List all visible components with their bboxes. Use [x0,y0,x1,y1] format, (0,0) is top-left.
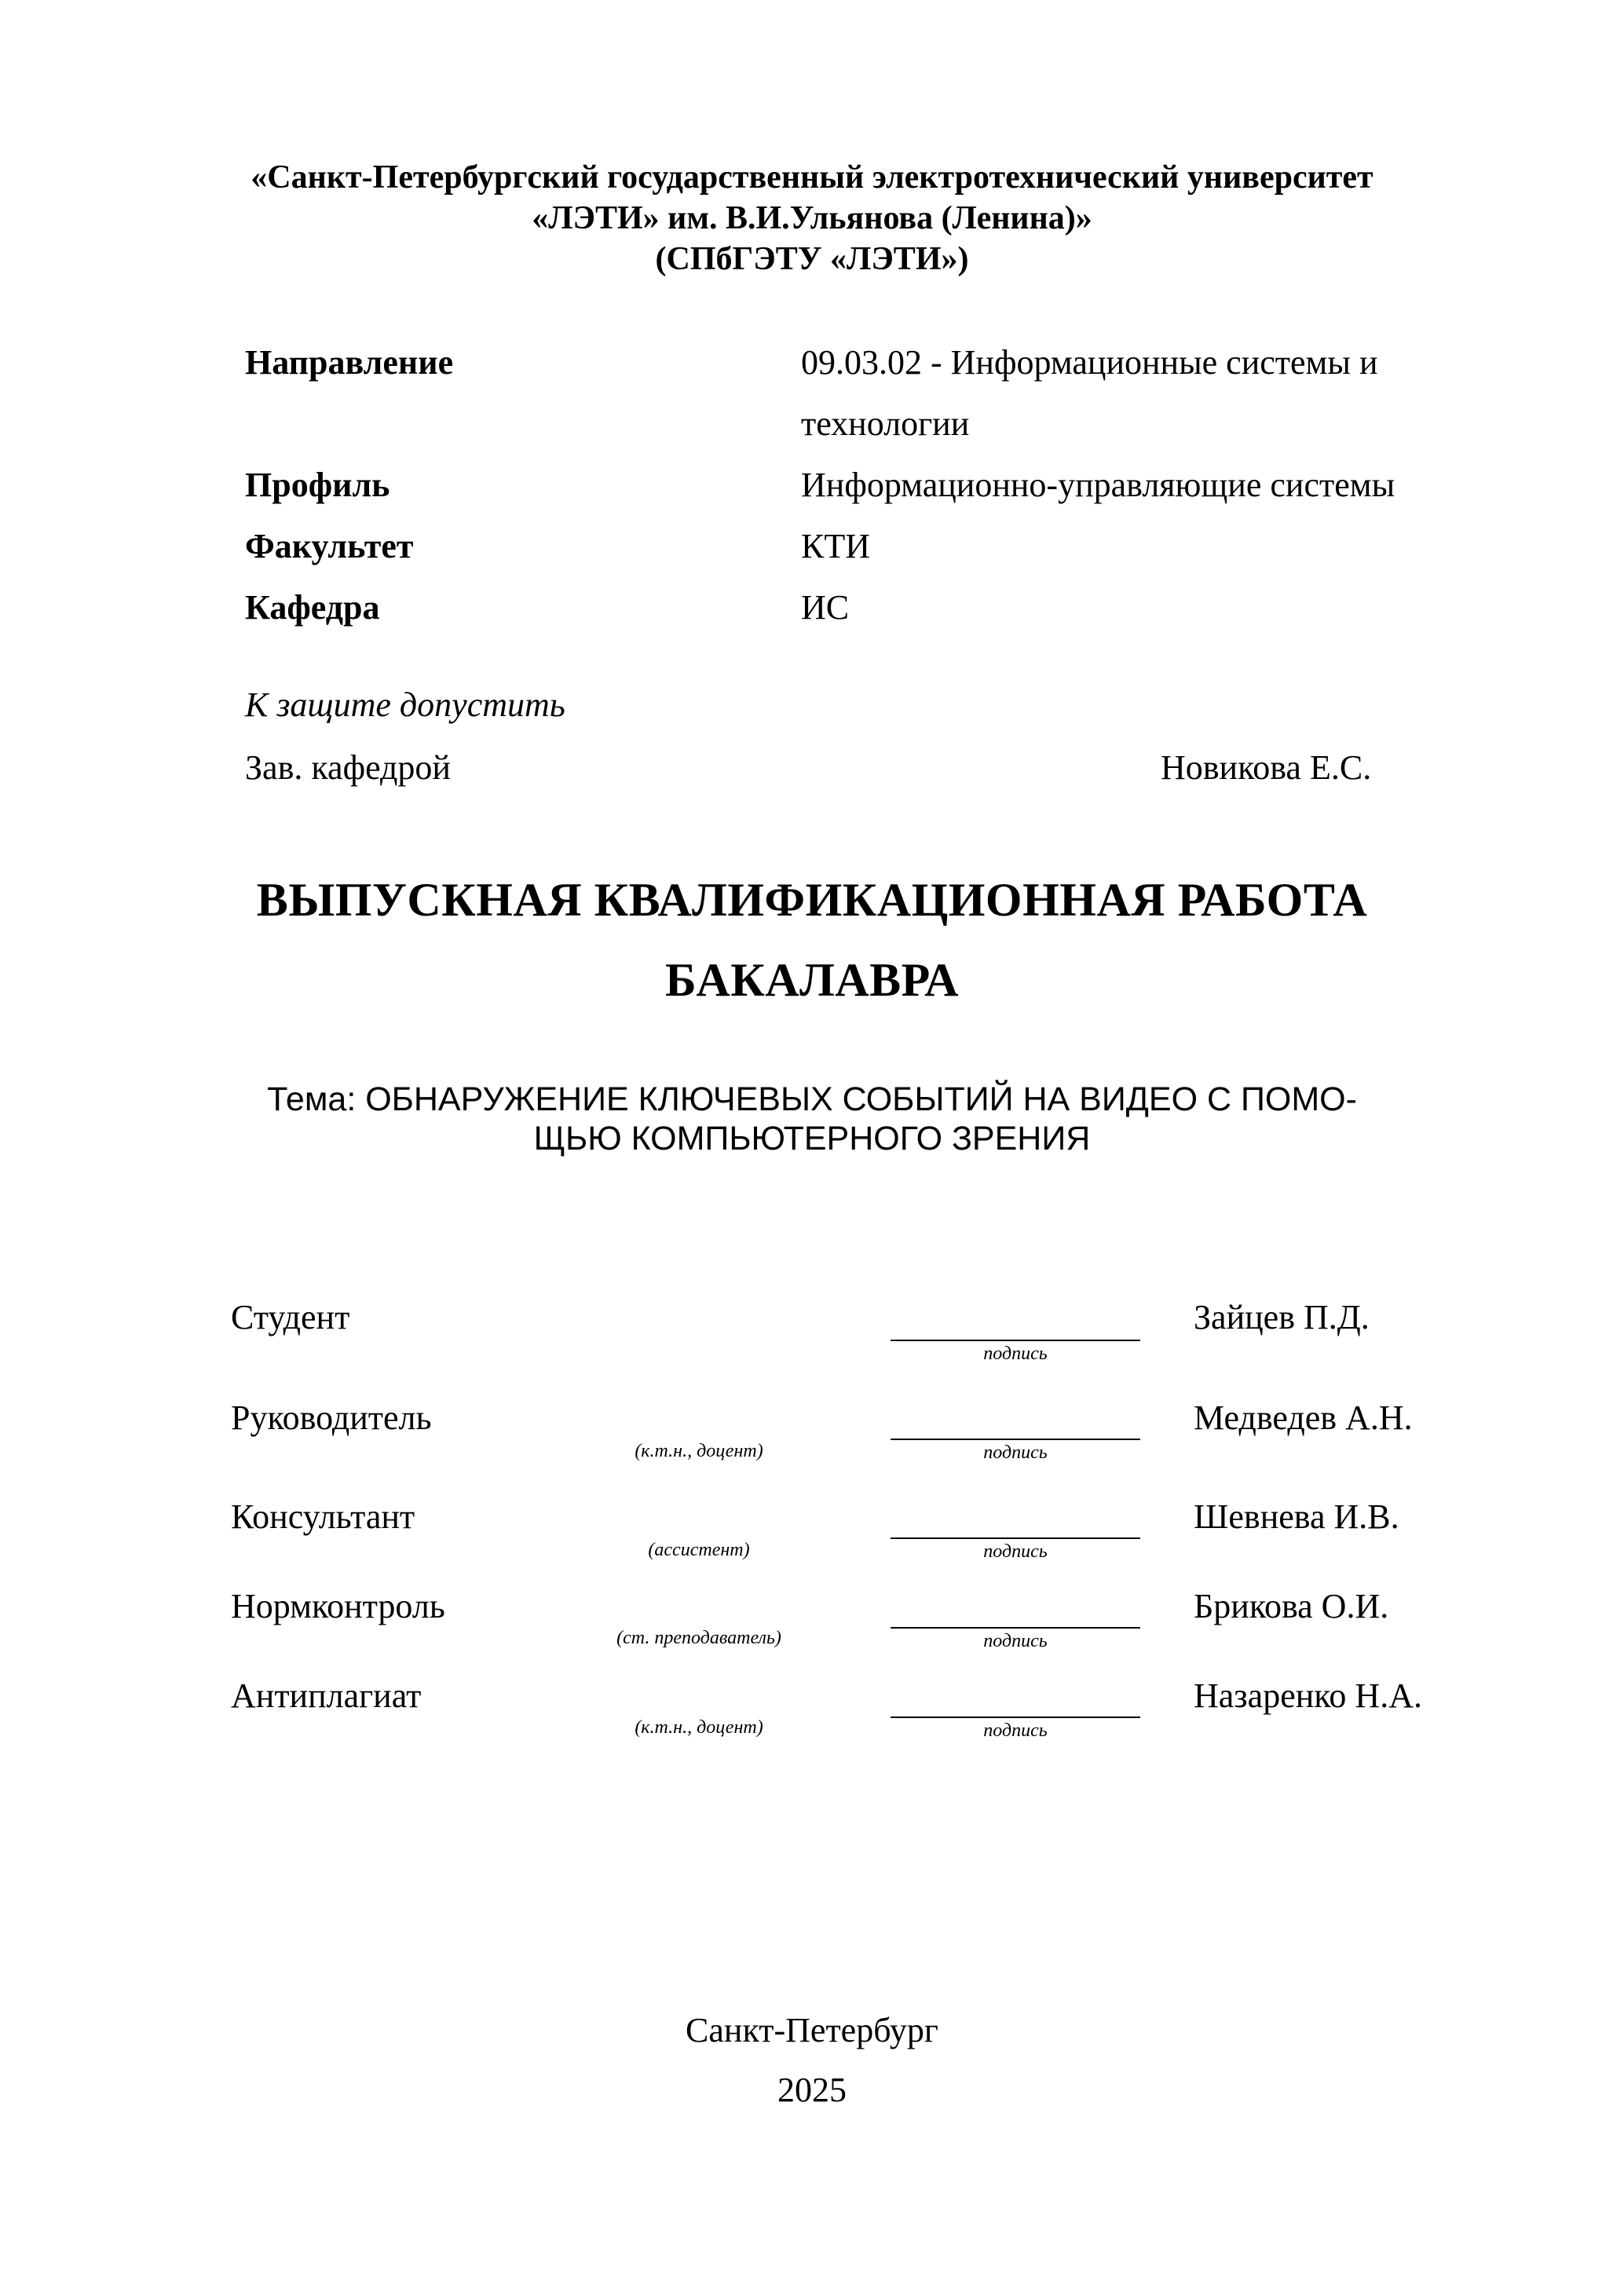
head-of-department-name: Новикова Е.С. [1161,748,1372,787]
signature-line-consultant [891,1537,1140,1539]
signature-line-student [891,1340,1140,1341]
city: Санкт-Петербург [686,2011,938,2049]
signature-name-student: Зайцев П.Д. [1194,1298,1370,1336]
university-name-line-1: «Санкт-Петербургский государственный электротехнический университет [251,159,1373,196]
signature-degree-supervisor: (к.т.н., доцент) [635,1441,763,1461]
signature-name-consultant: Шевнева И.В. [1194,1497,1399,1536]
signature-line-antiplagiarism [891,1717,1140,1718]
faculty-value: КТИ [801,527,870,565]
signature-degree-norm-control: (ст. преподаватель) [616,1628,781,1648]
signature-name-norm-control: Брикова О.И. [1194,1587,1389,1625]
head-of-department-title: Зав. кафедрой [245,748,451,787]
signature-caption-consultant: подпись [983,1541,1048,1562]
university-abbreviation: (СПбГЭТУ «ЛЭТИ») [655,241,969,277]
direction-label: Направление [245,343,454,382]
department-label: Кафедра [245,588,380,627]
signature-role-student: Студент [231,1298,350,1336]
approval-caption: К защите допустить [245,686,565,724]
signature-name-antiplagiarism: Назаренко Н.А. [1194,1676,1422,1715]
direction-value-line-2: технологии [801,404,970,443]
signature-name-supervisor: Медведев А.Н. [1194,1398,1413,1437]
signature-caption-student: подпись [983,1344,1048,1364]
work-title-line-1: ВЫПУСКНАЯ КВАЛИФИКАЦИОННАЯ РАБОТА [256,874,1368,926]
signature-caption-antiplagiarism: подпись [983,1720,1048,1741]
work-title-line-2: БАКАЛАВРА [665,954,959,1006]
department-value: ИС [801,588,850,627]
topic-line-1: Тема: ОБНАРУЖЕНИЕ КЛЮЧЕВЫХ СОБЫТИЙ НА ВИДЕО С ПОМО- [267,1080,1357,1118]
signature-role-supervisor: Руководитель [231,1398,432,1437]
direction-value-line-1: 09.03.02 - Информационные системы и [801,343,1378,382]
signature-line-supervisor [891,1439,1140,1440]
signature-role-antiplagiarism: Антиплагиат [231,1676,422,1715]
signature-caption-norm-control: подпись [983,1631,1048,1651]
signature-degree-antiplagiarism: (к.т.н., доцент) [635,1717,763,1738]
signature-caption-supervisor: подпись [983,1442,1048,1463]
university-name-line-2: «ЛЭТИ» им. В.И.Ульянова (Ленина)» [532,200,1092,236]
signature-role-norm-control: Нормконтроль [231,1587,445,1625]
signature-line-norm-control [891,1627,1140,1629]
year: 2025 [777,2071,847,2109]
signature-role-consultant: Консультант [231,1497,415,1536]
topic-line-2: ЩЬЮ КОМПЬЮТЕРНОГО ЗРЕНИЯ [533,1120,1091,1157]
signature-degree-consultant: (ассистент) [648,1540,750,1560]
faculty-label: Факультет [245,527,414,565]
profile-value: Информационно-управляющие системы [801,466,1395,504]
profile-label: Профиль [245,466,390,504]
